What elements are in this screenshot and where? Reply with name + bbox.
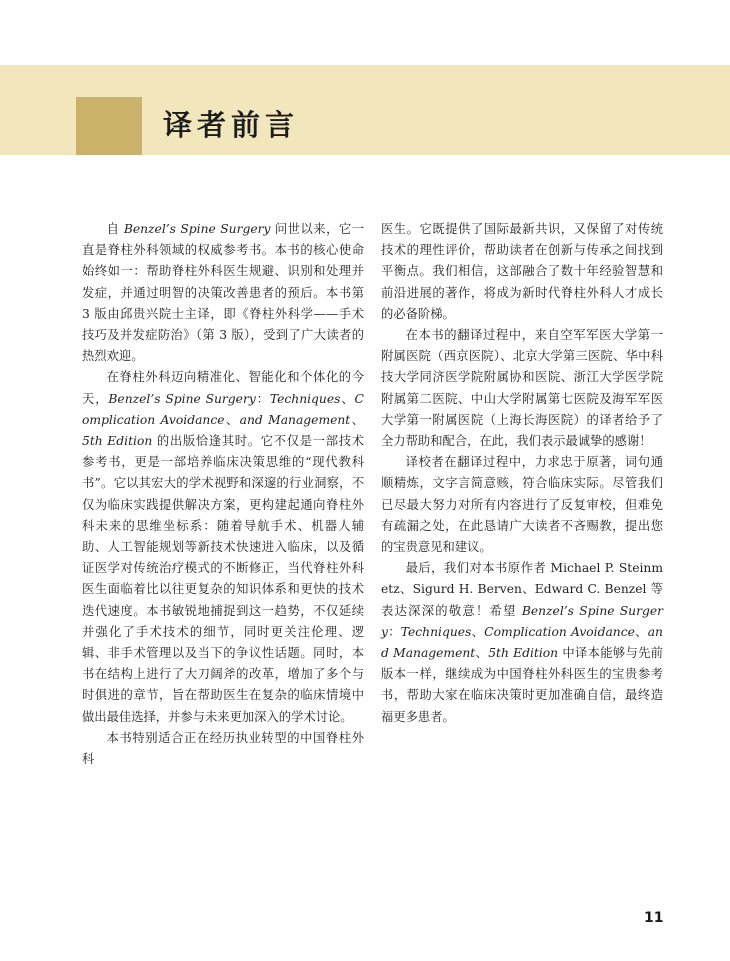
paragraph-continued: 医生。它既提供了国际最新共识，又保留了对传统技术的理性评价，帮助读者在创新与传承之间找到平衡点。我们相信，这部融合了数十年经验智慧和前沿进展的著作，将成为新时代脊柱外科人才成长的必备阶梯。 xyxy=(381,222,663,321)
italic-title: 5th Edition xyxy=(488,646,559,661)
italic-title: Complication Avoidance xyxy=(82,391,364,427)
page-number: 11 xyxy=(644,910,664,926)
italic-title: Techniques xyxy=(269,391,341,406)
italic-title: 5th Edition xyxy=(82,434,153,449)
italic-title: Techniques xyxy=(400,624,472,639)
italic-title: Benzel’s Spine Surgery xyxy=(381,603,663,639)
paragraph: 最后，我们对本书原作者 Michael P. Steinmetz、Sigurd H. Berven、Edward C. Benzel 等表达深深的敬意！希望 Benzel’s Spine Surgery：Techniques、Complication Avoidance、and Management、5th Edition 中译本能够与先前版本一样，继续成为中国脊柱外科医生的宝贵参考书，帮助大家在临床决策时更加准确自信，最终造福更多患者。 xyxy=(381,561,663,724)
header-accent-block xyxy=(76,97,142,155)
right-column xyxy=(381,219,663,728)
paragraph: 译校者在翻译过程中，力求忠于原著，词句通顺精炼，文字言简意赅，符合临床实际。尽管我们已尽最大努力对所有内容进行了反复审校，但难免有疏漏之处，在此恳请广大读者不吝赐教，提出您的宝贵意见和建议。 xyxy=(381,455,663,555)
paragraph: 自 Benzel’s Spine Surgery 问世以来，它一直是脊柱外科领域的权威参考书。本书的核心使命始终如一：帮助脊柱外科医生规避、识别和处理并发症，并通过明智的决策改善患者的预后。本书第 3 版由邱贵兴院士主译，即《脊柱外科学——手术技巧及并发症防治》（第 3 版），受到了广大读者的热烈欢迎。 xyxy=(82,222,364,364)
left-column xyxy=(82,219,364,770)
italic-title: and Management xyxy=(381,624,663,661)
page-title: 译者前言 xyxy=(163,108,300,142)
italic-title: Complication Avoidance xyxy=(484,624,635,639)
paragraph: 在本书的翻译过程中，来自空军军医大学第一附属医院（西京医院）、北京大学第三医院、华中科技大学同济医学院附属协和医院、浙江大学医学院附属第二医院、中山大学附属第七医院及海军军医大学第一附属医院（上海长海医院）的译者给予了全力帮助和配合，在此，我们表示最诚挚的感谢！ xyxy=(381,328,663,449)
italic-title: and Management xyxy=(239,412,351,427)
paragraph: 本书特别适合正在经历执业转型的中国脊柱外科 xyxy=(82,730,364,767)
italic-title: Benzel’s Spine Surgery xyxy=(123,222,271,236)
italic-title: Benzel’s Spine Surgery xyxy=(108,391,256,406)
paragraph: 在脊柱外科迈向精准化、智能化和个体化的今天，Benzel’s Spine Surgery：Techniques、Complication Avoidance、and Management、5th Edition 的出版恰逢其时。它不仅是一部技术参考书，更是一部培养临床决策思维的“现代教科书”。它以其宏大的学术视野和深邃的行业洞察，不仅为临床实践提供解决方案，更构建起通向脊柱外科未来的思维坐标系：随着导航手术、机器人辅助、人工智能规划等新技术快速进入临床，以及循证医学对传统治疗模式的不断修正，当代脊柱外科医生面临着比以往更复杂的知识体系和更快的技术迭代速度。本书敏锐地捕捉到这一趋势，不仅延续并强化了手术技术的细节，同时更关注伦理、逻辑、非手术管理以及当下的争议性话题。同时，本书在结构上进行了大刀阔斧的改革，增加了多个与时俱进的章节，旨在帮助医生在复杂的临床情境中做出最佳选择，并参与未来更加深入的学术讨论。 xyxy=(82,370,364,724)
